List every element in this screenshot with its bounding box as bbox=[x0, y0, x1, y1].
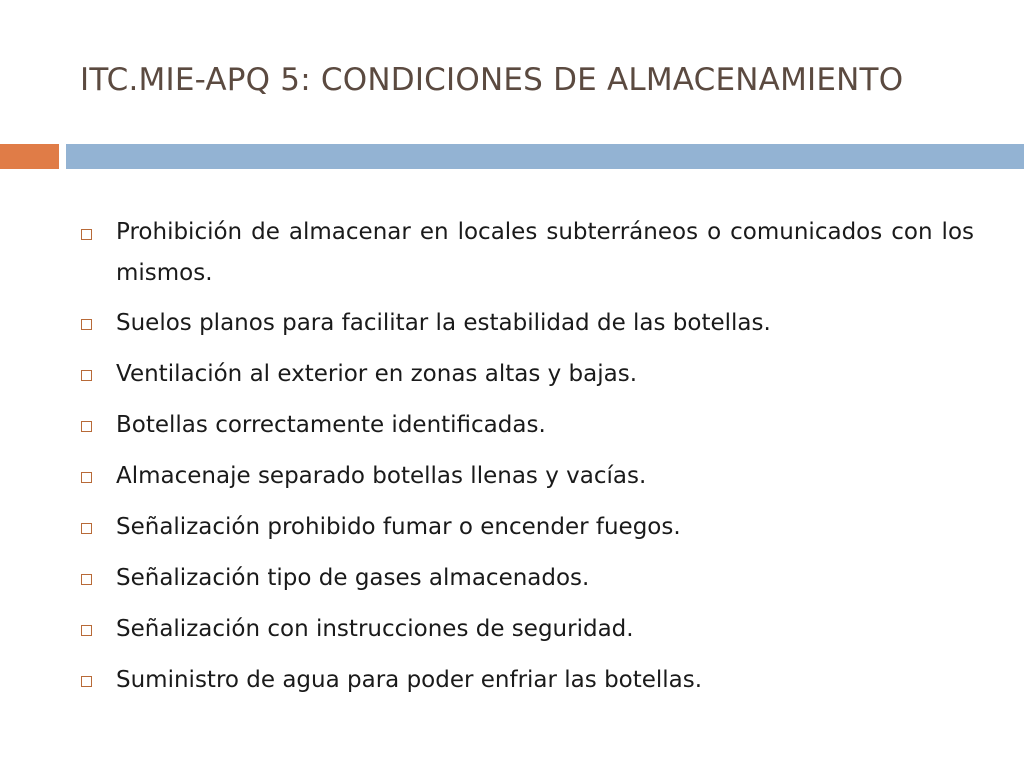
square-outline-icon bbox=[81, 370, 92, 381]
square-outline-icon bbox=[81, 229, 92, 240]
bullet-text: Botellas correctamente identificadas. bbox=[116, 412, 546, 438]
bullet-text: Ventilación al exterior en zonas altas y bajas. bbox=[116, 361, 638, 387]
square-outline-icon bbox=[81, 523, 92, 534]
square-outline-icon bbox=[81, 472, 92, 483]
square-outline-icon bbox=[81, 574, 92, 585]
bullet-item bbox=[79, 353, 974, 395]
bullet-item bbox=[79, 212, 974, 294]
square-outline-icon bbox=[81, 676, 92, 687]
bullet-text: Suministro de agua para poder enfriar las botellas. bbox=[116, 667, 703, 693]
bullet-item bbox=[79, 302, 974, 344]
bullet-text: Prohibición de almacenar en locales subterráneos o comunicados con los mismos. bbox=[116, 219, 974, 286]
bullet-item bbox=[79, 404, 974, 446]
bullet-text: Señalización prohibido fumar o encender fuegos. bbox=[116, 514, 681, 540]
bullet-list bbox=[79, 212, 974, 710]
bullet-item bbox=[79, 608, 974, 650]
square-outline-icon bbox=[81, 319, 92, 330]
slide-title: ITC.MIE-APQ 5: CONDICIONES DE ALMACENAMIENTO bbox=[80, 62, 904, 98]
bullet-text: Señalización con instrucciones de seguridad. bbox=[116, 616, 634, 642]
bullet-item bbox=[79, 557, 974, 599]
bullet-text: Almacenaje separado botellas llenas y vacías. bbox=[116, 463, 647, 489]
bullet-item bbox=[79, 506, 974, 548]
bullet-text: Suelos planos para facilitar la estabilidad de las botellas. bbox=[116, 310, 771, 336]
square-outline-icon bbox=[81, 625, 92, 636]
bullet-item bbox=[79, 659, 974, 701]
bullet-text: Señalización tipo de gases almacenados. bbox=[116, 565, 590, 591]
accent-band-orange bbox=[0, 144, 59, 169]
square-outline-icon bbox=[81, 421, 92, 432]
accent-band-blue bbox=[66, 144, 1024, 169]
bullet-item bbox=[79, 455, 974, 497]
